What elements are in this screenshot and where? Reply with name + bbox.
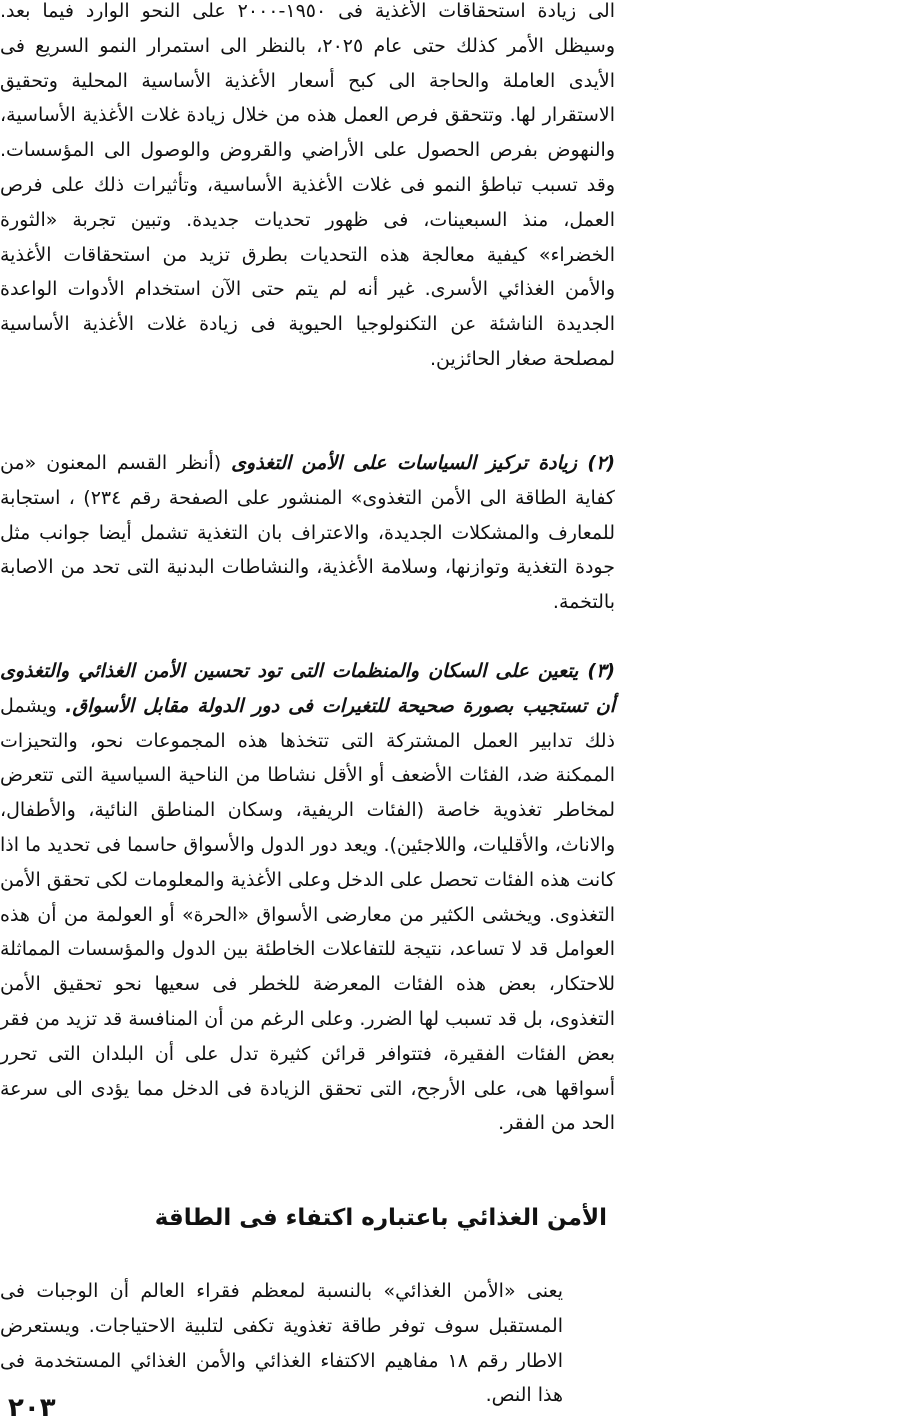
paragraph-lead: (٢) زيادة تركيز السياسات على الأمن التغذوى: [231, 452, 615, 474]
paragraph-text: يعنى «الأمن الغذائي» بالنسبة لمعظم فقراء العالم أن الوجبات فى المستقبل سوف توفر طاقة تغذوية تكفى لتلبية الاحتياجات. ويستعرض الاطار رقم ١٨ مفاهيم الاكتفاء الغذائي والأمن الغذائي المستخدمة فى هذا النص.: [0, 1280, 563, 1407]
page-number: ٢٠٣: [8, 1393, 56, 1423]
paragraph-text: [0, 446, 615, 620]
paragraph-lead: (٣) يتعين على السكان والمنظمات التى تود تحسين الأمن الغذائي والتغذوى أن تستجيب بصورة صحيحة للتغيرات فى دور الدولة مقابل الأسواق.: [0, 660, 616, 717]
paragraph-body: (أنظر القسم المعنون «من كفاية الطاقة الى الأمن التغذوى» المنشور على الصفحة رقم ٢٣٤) ، استجابة للمعارف والمشكلات الجديدة، والاعتراف بان التغذية تشمل أيضا جوانب مثل جودة التغذية وتوازنها، وسلامة الأغذية، والنشاطات البدنية التى تحد من الاصابة بالتخمة.: [0, 452, 615, 614]
paragraph-body: ويشمل ذلك تدابير العمل المشتركة التى تتخذها هذه المجموعات نحو، والتحيزات الممكنة ضد، الفئات الأضعف أو الأقل نشاطا من الناحية السياسية التى تتعرض لمخاطر تغذوية خاصة (الفئات الريفية، وسكان المناطق النائية، والأطفال، والاناث، والأقليات، واللاجئين). ويعد دور الدول والأسواق حاسما فى تحديد ما اذا كانت هذه الفئات تحصل على الدخل وعلى الأغذية والمعلومات لكى تحقق الأمن التغذوى. ويخشى الكثير من معارضى الأسواق «الحرة» أو العولمة من أن هذه العوامل قد لا تساعد، نتيجة للتفاعلات الخاطئة بين الدول والمؤسسات المماثلة للاحتكار، بعض هذه الفئات المعرضة للخطر فى سعيها نحو تحقيق الأمن التغذوى، بل قد تسبب لها الضرر. وعلى الرغم من أن المنافسة قد تزيد من فقر بعض الفئات الفقيرة، فتتوافر قرائن كثيرة تدل على أن البلدان التى تحرر أسواقها هى، على الأرجح، التى تحقق الزيادة فى الدخل مما يؤدى الى سرعة الحد من الفقر.: [0, 694, 615, 1135]
paragraph-nutrition-security-focus: [0, 446, 615, 620]
paragraph-state-vs-markets: [0, 654, 615, 1141]
section-heading: الأمن الغذائي باعتباره اكتفاء فى الطاقة: [154, 1205, 607, 1231]
paragraph-text: [0, 654, 615, 1141]
paragraph-energy-sufficiency: [0, 1274, 615, 1413]
paragraph-text: الى زيادة استحقاقات الأغذية فى ١٩٥٠-٢٠٠٠ على النحو الوارد فيما بعد. وسيظل الأمر كذلك حتى عام ٢٠٢٥، بالنظر الى استمرار النمو السريع فى الأيدى العاملة والحاجة الى كبح أسعار الأغذية الأساسية المحلية وتحقيق الاستقرار لها. وتتحقق فرص العمل هذه من خلال زيادة غلات الأغذية الأساسية، والنهوض بفرص الحصول على الأراضي والقروض والوصول الى المؤسسات. وقد تسبب تباطؤ النمو فى غلات الأغذية الأساسية، وتأثيرات ذلك على فرص العمل، منذ السبعينات، فى ظهور تحديات جديدة. وتبين تجربة «الثورة الخضراء» كيفية معالجة هذه التحديات بطرق تزيد من استحقاقات الأغذية والأمن الغذائي الأسرى. غير أنه لم يتم حتى الآن استخدام الأدوات الواعدة الجديدة الناشئة عن التكنولوجيا الحيوية فى زيادة غلات الأغذية الأساسية لمصلحة صغار الحائزين.: [0, 0, 615, 370]
paragraph-staple-food-entitlements: [0, 0, 615, 377]
